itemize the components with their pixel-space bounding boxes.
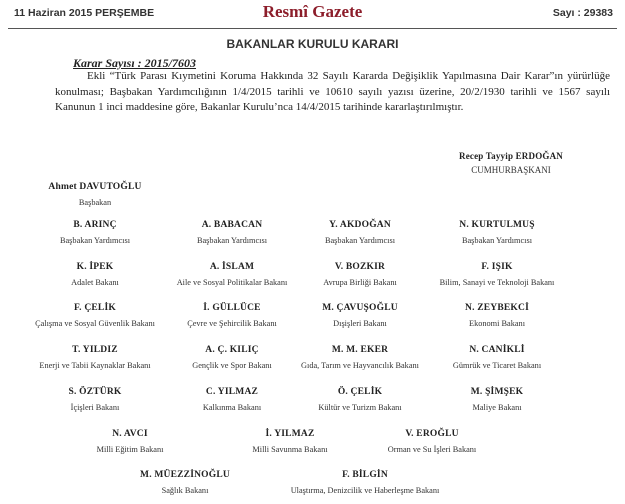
signatory-title: Dışişleri Bakanı <box>333 319 387 328</box>
signatory-block <box>140 470 230 495</box>
signatory-name: V. EROĞLU <box>405 429 459 439</box>
header-divider <box>8 28 617 29</box>
signatory-block <box>325 220 395 245</box>
signatory-name: F. BİLGİN <box>342 470 388 480</box>
document-title: BAKANLAR KURULU KARARI <box>226 37 399 51</box>
signatory-block <box>388 429 476 454</box>
signatory-name: A. İSLAM <box>209 262 255 272</box>
signatory-name: N. CANİKLİ <box>469 345 525 355</box>
signatory-name: V. BOZKIR <box>334 262 386 272</box>
signatory-block <box>291 470 440 495</box>
signatory-title: Milli Savunma Bakanı <box>252 445 328 454</box>
signatory-name: M. M. EKER <box>331 345 389 355</box>
signatory-title: Kalkınma Bakanı <box>202 403 262 412</box>
signatory-title: Ekonomi Bakanı <box>469 319 525 328</box>
gazette-issue-number: Sayı : 29383 <box>552 7 613 19</box>
signatory-name: Ö. ÇELİK <box>337 387 383 397</box>
signatory-name: N. KURTULMUŞ <box>459 220 535 230</box>
signatory-title: Aile ve Sosyal Politikalar Bakanı <box>176 278 288 287</box>
signatory-title: Gıda, Tarım ve Hayvancılık Bakanı <box>301 361 419 370</box>
signatory-title: Avrupa Birliği Bakanı <box>323 278 397 287</box>
signatory-title: Başbakan Yardımcısı <box>461 236 533 245</box>
signatory-name: İ. YILMAZ <box>265 429 315 439</box>
signatory-name: N. ZEYBEKCİ <box>465 303 529 313</box>
decision-body-text: Ekli “Türk Parası Kıymetini Koruma Hakkında 32 Sayılı Kararda Değişiklik Yapılmasına Dair Karar”ın yürürlüğe konulması; Başbakan Yardımcılığının 1/4/2015 tarihli ve 10610 sayılı yazısı üzerine, 20/2/1930 tarihli ve 1567 sayılı Kanunun 1 inci maddesine göre, Bakanlar Kurulu’nca 14/4/2015 tarihinde kararlaştırılmıştır. <box>55 70 610 113</box>
signatory-name: T. YILDIZ <box>72 345 118 355</box>
signatory-block <box>192 345 272 370</box>
signatory-title: Çevre ve Şehircilik Bakanı <box>187 319 277 328</box>
signatory-block <box>323 262 397 287</box>
signatory-block <box>440 262 555 287</box>
decision-number: Karar Sayısı : 2015/7603 <box>73 56 197 70</box>
signatory-name: M. MÜEZZİNOĞLU <box>140 470 230 480</box>
signatory-block <box>301 345 419 370</box>
signatory-block <box>203 387 261 412</box>
signatory-name: C. YILMAZ <box>205 387 259 397</box>
prime-minister-title: Başbakan <box>78 198 112 207</box>
prime-minister-name: Ahmet DAVUTOĞLU <box>48 182 142 192</box>
signatory-block <box>60 220 130 245</box>
signatory-block <box>318 387 401 412</box>
signatory-name: Y. AKDOĞAN <box>329 220 391 230</box>
signatory-name: N. AVCI <box>112 429 148 439</box>
signatory-name: F. IŞIK <box>481 262 513 272</box>
signatory-block <box>322 303 398 328</box>
signatory-block <box>252 429 327 454</box>
signatory-block <box>465 303 529 328</box>
signatory-block <box>197 220 267 245</box>
signatory-name: B. ARINÇ <box>73 220 117 230</box>
signatory-block <box>35 303 155 328</box>
signatory-title: Ulaştırma, Denizcilik ve Haberleşme Bakanı <box>290 486 440 495</box>
signatory-title: Çalışma ve Sosyal Güvenlik Bakanı <box>35 319 155 328</box>
president-title: CUMHURBAŞKANI <box>471 165 551 175</box>
signatory-block <box>177 262 288 287</box>
signatory-title: Sağlık Bakanı <box>161 486 209 495</box>
signatory-title: Gümrük ve Ticaret Bakanı <box>452 361 542 370</box>
signatory-name: M. ÇAVUŞOĞLU <box>322 303 398 313</box>
signatory-title: Orman ve Su İşleri Bakanı <box>387 445 477 454</box>
signatory-title: İçişleri Bakanı <box>70 403 120 412</box>
signatory-block <box>187 303 277 328</box>
signatory-name: S. ÖZTÜRK <box>68 387 122 397</box>
signatory-title: Enerji ve Tabii Kaynaklar Bakanı <box>39 361 151 370</box>
signatory-name: F. ÇELİK <box>74 303 116 313</box>
signatory-name: A. BABACAN <box>201 220 263 230</box>
gazette-date: 11 Haziran 2015 PERŞEMBE <box>14 7 155 19</box>
signatory-name: M. ŞİMŞEK <box>470 387 524 397</box>
president-signature <box>459 151 563 175</box>
signatory-title: Başbakan Yardımcısı <box>196 236 268 245</box>
signatory-block <box>459 220 534 245</box>
signatory-name: İ. GÜLLÜCE <box>203 303 261 313</box>
prime-minister-signature <box>48 182 141 207</box>
signatory-name: A. Ç. KILIÇ <box>205 345 259 355</box>
signatory-block <box>71 262 119 287</box>
signatory-block <box>68 387 121 412</box>
signatory-title: Başbakan Yardımcısı <box>324 236 396 245</box>
president-name: Recep Tayyip ERDOĞAN <box>458 151 564 161</box>
signatory-title: Bilim, Sanayi ve Teknoloji Bakanı <box>439 278 555 287</box>
signatory-block <box>39 345 150 370</box>
signatory-block <box>453 345 541 370</box>
signatory-title: Başbakan Yardımcısı <box>59 236 131 245</box>
signatory-name: K. İPEK <box>76 262 114 272</box>
signatory-title: Maliye Bakanı <box>472 403 522 412</box>
signatory-title: Milli Eğitim Bakanı <box>96 445 164 454</box>
signatory-title: Kültür ve Turizm Bakanı <box>318 403 402 412</box>
signatory-block <box>97 429 164 454</box>
signatory-title: Adalet Bakanı <box>71 278 119 287</box>
gazette-title: Resmî Gazete <box>262 2 363 21</box>
signatory-title: Gençlik ve Spor Bakanı <box>192 361 272 370</box>
signatory-block <box>471 387 523 412</box>
